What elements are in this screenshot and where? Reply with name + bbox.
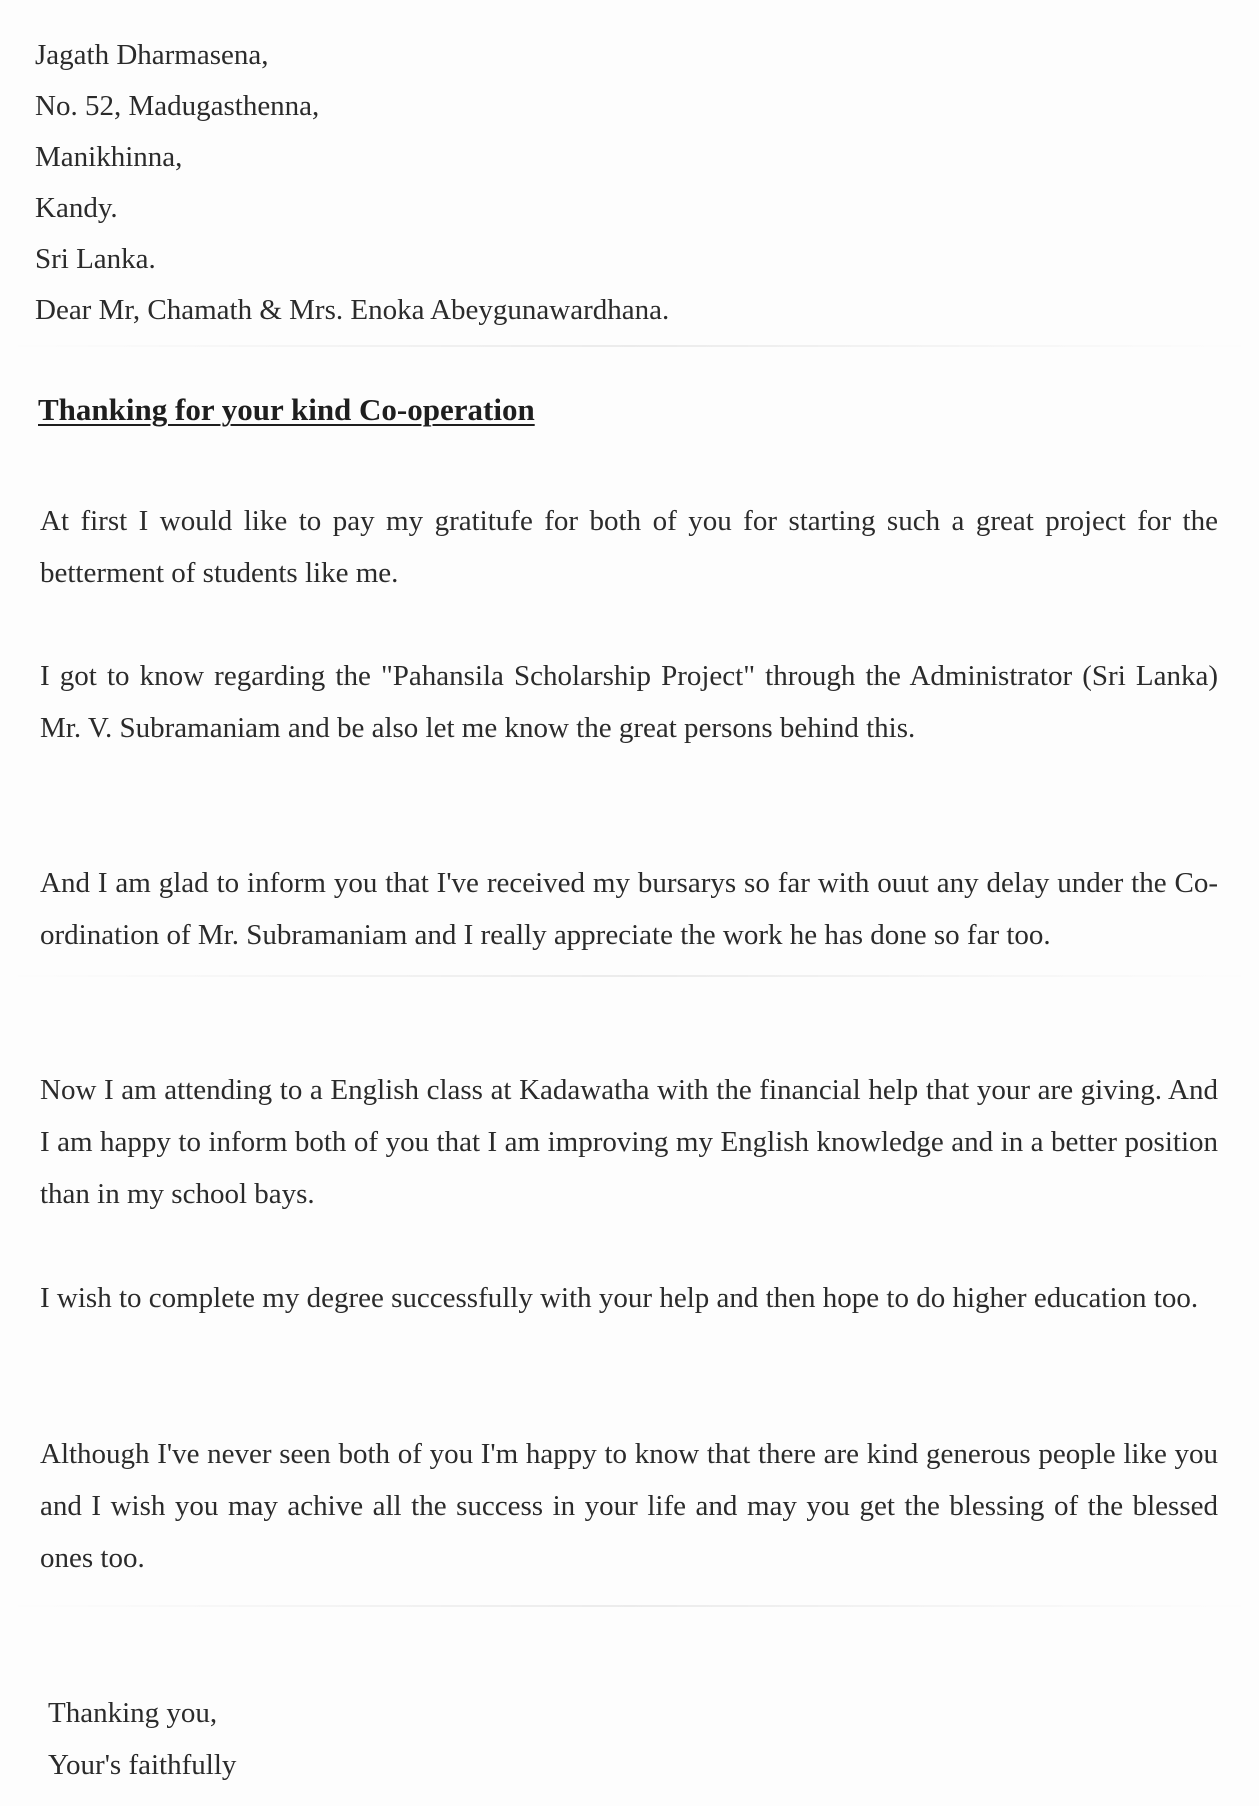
sender-address (35, 30, 669, 336)
address-line: Jagath Dharmasena, (35, 39, 269, 71)
salutation: Dear Mr, Chamath & Mrs. Enoka Abeygunawardhana. (35, 294, 670, 326)
letter-closing (48, 1687, 236, 1791)
scan-fold-line (0, 345, 1259, 347)
scan-fold-line (0, 975, 1259, 977)
letter-subject: Thanking for your kind Co-operation (38, 392, 535, 427)
body-paragraph: I got to know regarding the "Pahansila Scholarship Project" through the Administrator (Sri Lanka) Mr. V. Subramaniam and be also let me know the great persons behind this. (40, 660, 1218, 744)
address-line: Kandy. (35, 192, 118, 224)
body-paragraph: And I am glad to inform you that I've received my bursarys so far with ouut any delay under the Co-ordination of Mr. Subramaniam and I really appreciate the work he has done so far too. (40, 867, 1218, 951)
address-line: Manikhinna, (35, 141, 183, 173)
scan-fold-line (0, 1605, 1259, 1607)
body-paragraph: Now I am attending to a English class at Kadawatha with the financial help that your are giving. And I am happy to inform both of you that I am improving my English knowledge and in a better position than in my school bays. (40, 1074, 1218, 1210)
address-line: No. 52, Madugasthenna, (35, 90, 320, 122)
address-line: Sri Lanka. (35, 243, 156, 275)
body-paragraph: Although I've never seen both of you I'm happy to know that there are kind generous people like you and I wish you may achive all the success in your life and may you get the blessing of the blessed ones too. (40, 1438, 1218, 1574)
body-paragraph: At first I would like to pay my gratitufe for both of you for starting such a great project for the betterment of students like me. (40, 505, 1218, 589)
signoff-line: Your's faithfully (48, 1749, 237, 1781)
body-paragraph: I wish to complete my degree successfully with your help and then hope to do higher education too. (40, 1282, 1199, 1314)
closing-line: Thanking you, (48, 1697, 218, 1729)
